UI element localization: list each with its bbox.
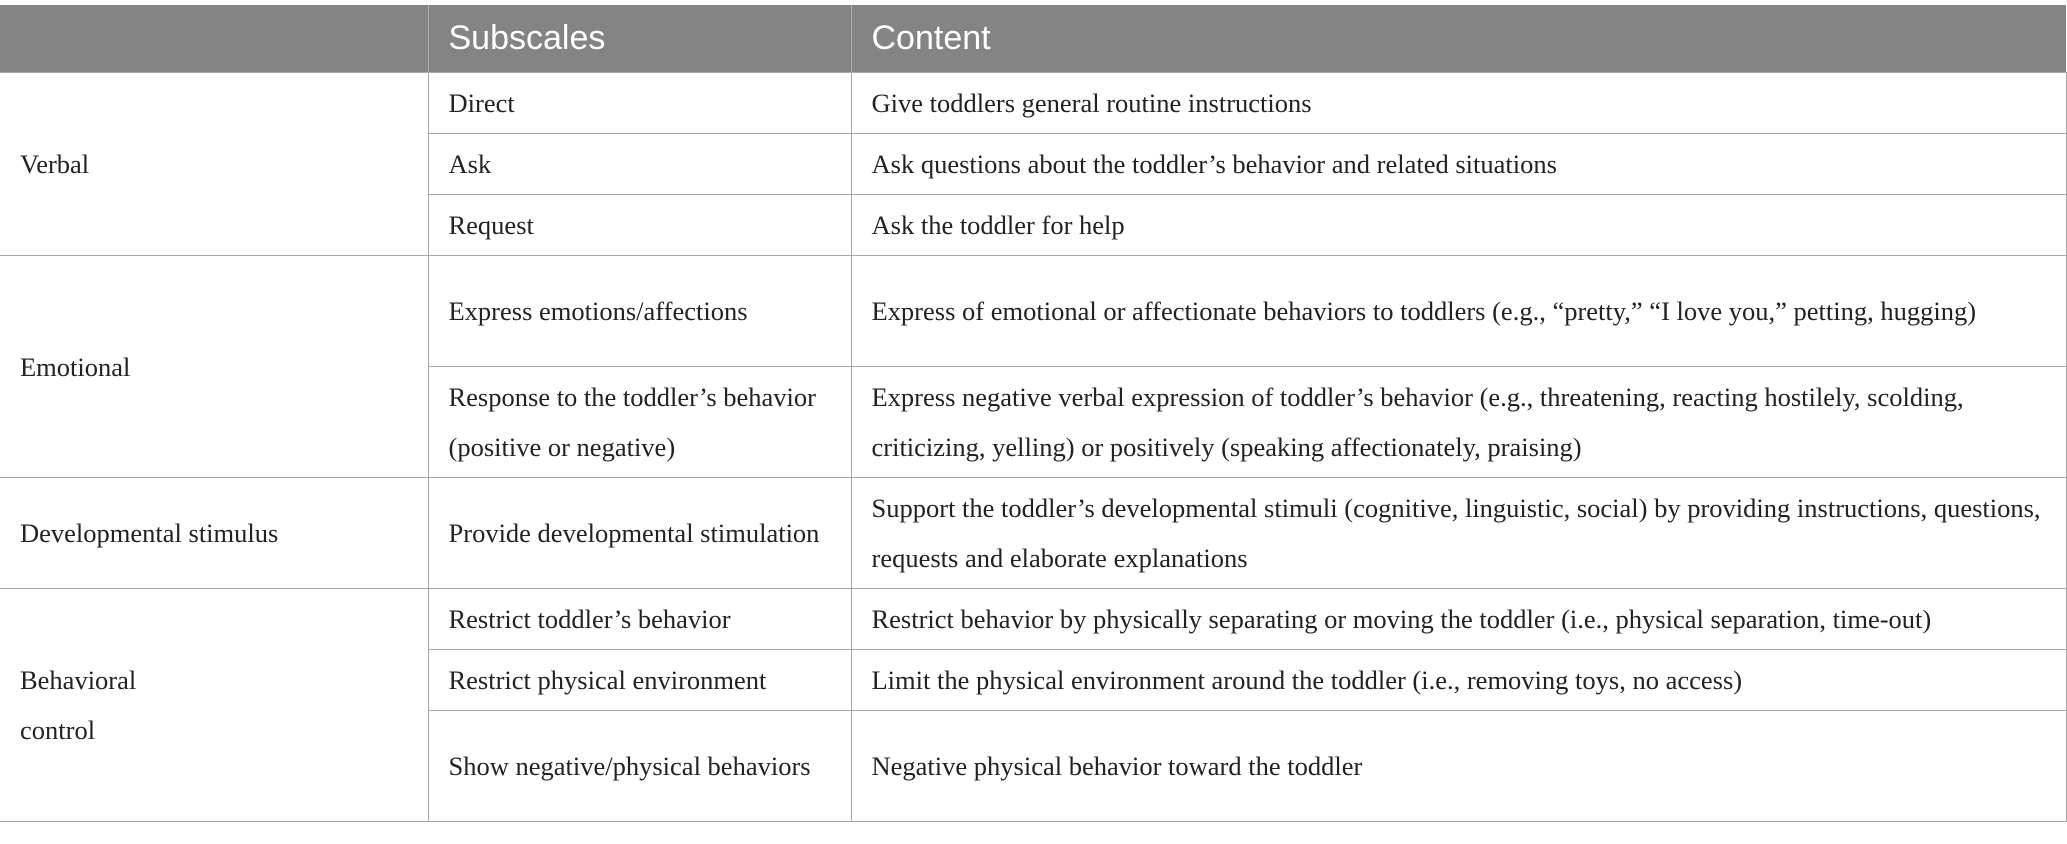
table-row	[0, 589, 2066, 650]
content-cell: Ask the toddler for help	[851, 195, 2066, 256]
subscale-cell: Response to the toddler’s behavior (positive or negative)	[428, 367, 851, 478]
header-content: Content	[851, 5, 2066, 73]
table-header-row	[0, 5, 2066, 73]
subscale-cell: Ask	[428, 134, 851, 195]
content-cell: Ask questions about the toddler’s behavior and related situations	[851, 134, 2066, 195]
header-category	[0, 5, 428, 73]
category-behavioral: Behavioral control	[0, 589, 428, 822]
subscale-cell: Provide developmental stimulation	[428, 478, 851, 589]
table-row	[0, 256, 2066, 367]
content-cell: Express of emotional or affectionate behaviors to toddlers (e.g., “pretty,” “I love you,” petting, hugging)	[851, 256, 2066, 367]
category-emotional: Emotional	[0, 256, 428, 478]
subscales-table	[0, 5, 2067, 822]
content-cell: Give toddlers general routine instructions	[851, 73, 2066, 134]
content-cell: Support the toddler’s developmental stimuli (cognitive, linguistic, social) by providing instructions, questions, requests and elaborate explanations	[851, 478, 2066, 589]
content-cell: Restrict behavior by physically separating or moving the toddler (i.e., physical separation, time-out)	[851, 589, 2066, 650]
table-row	[0, 478, 2066, 589]
category-verbal: Verbal	[0, 73, 428, 256]
subscale-cell: Direct	[428, 73, 851, 134]
content-cell: Limit the physical environment around the toddler (i.e., removing toys, no access)	[851, 650, 2066, 711]
subscale-cell: Show negative/physical behaviors	[428, 711, 851, 822]
category-developmental: Developmental stimulus	[0, 478, 428, 589]
subscale-cell: Restrict toddler’s behavior	[428, 589, 851, 650]
subscale-cell: Restrict physical environment	[428, 650, 851, 711]
content-cell: Express negative verbal expression of toddler’s behavior (e.g., threatening, reacting hostilely, scolding, criticizing, yelling) or positively (speaking affectionately, praising)	[851, 367, 2066, 478]
content-cell: Negative physical behavior toward the toddler	[851, 711, 2066, 822]
subscale-cell: Request	[428, 195, 851, 256]
header-subscales: Subscales	[428, 5, 851, 73]
table-row	[0, 73, 2066, 134]
subscale-cell: Express emotions/affections	[428, 256, 851, 367]
